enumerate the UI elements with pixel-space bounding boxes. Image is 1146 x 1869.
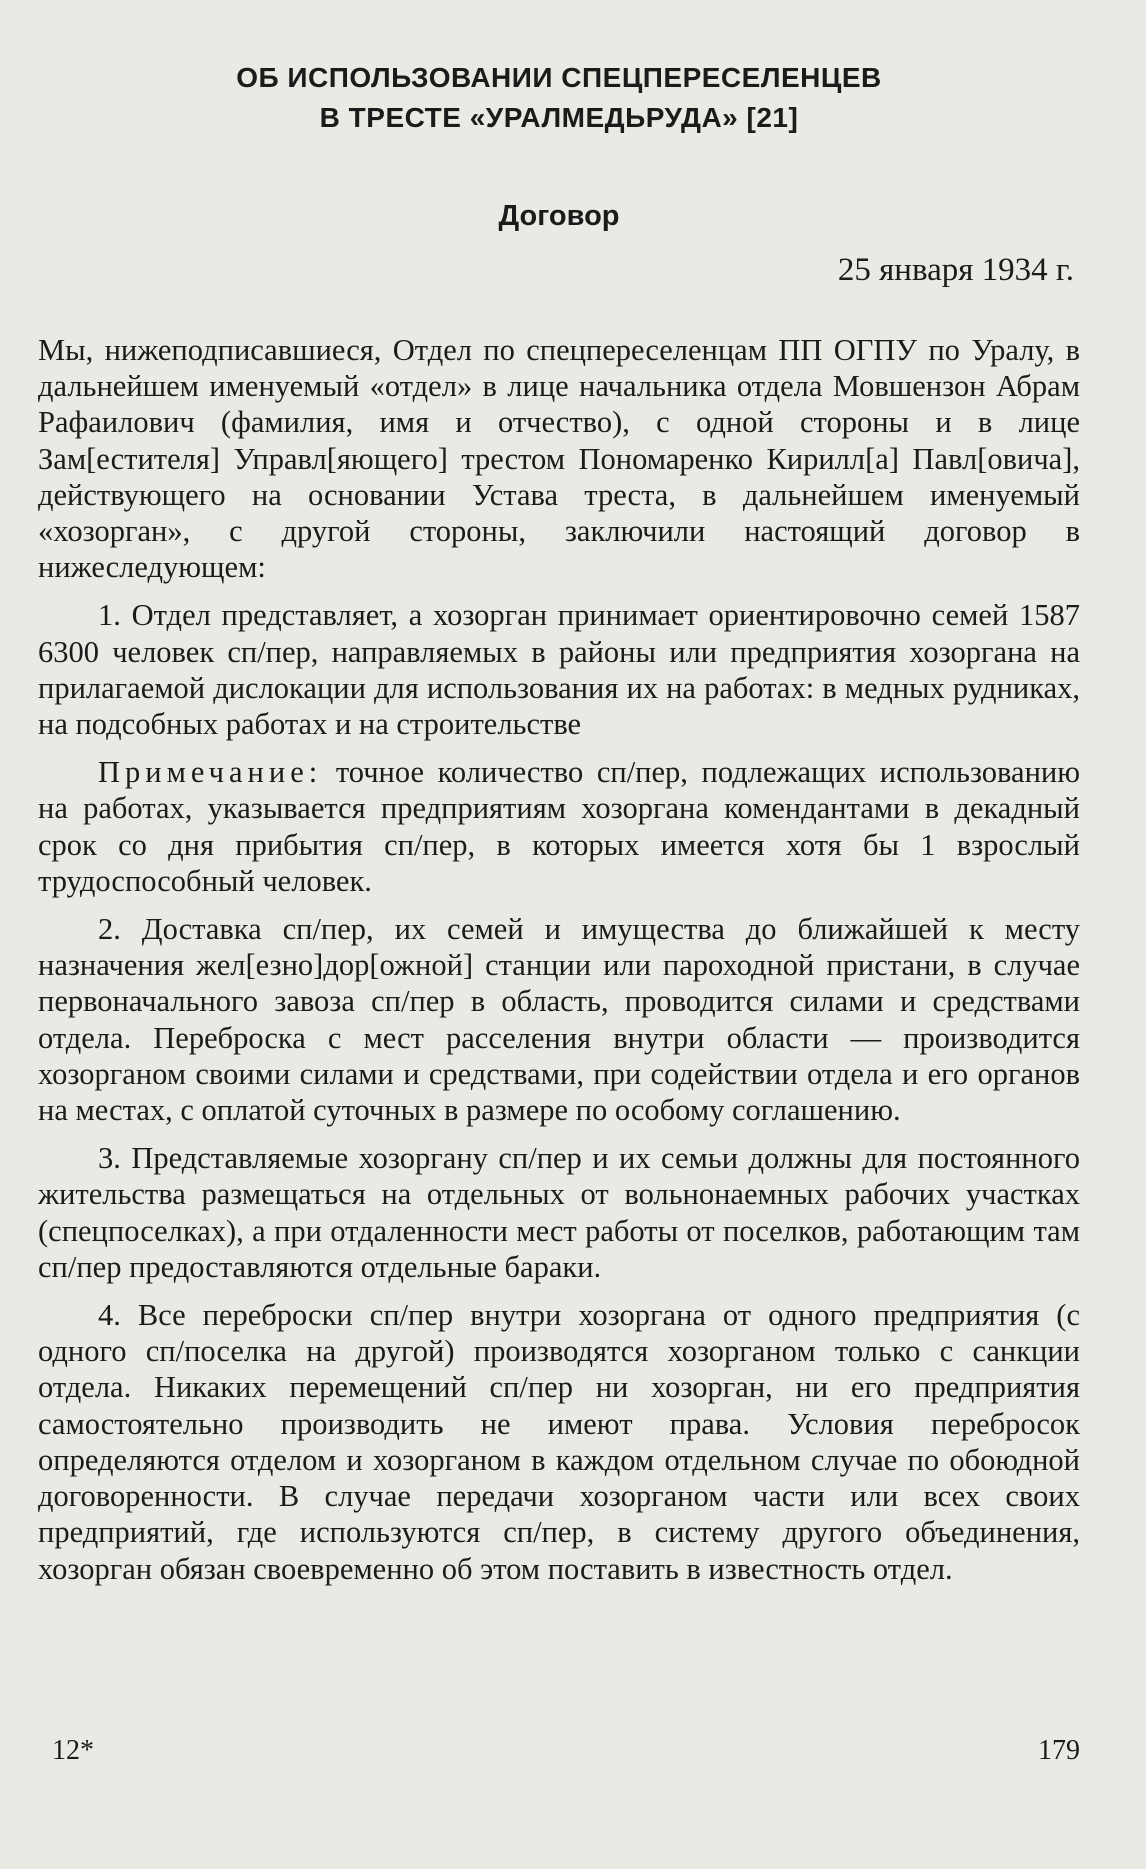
- note-text: точное количество сп/пер, подлежащих использованию на работах, указывается предприятиям хозоргана комендантами в декадный срок со дня прибытия сп/пер, в которых имеется хотя бы 1 взрослый трудоспособный человек.: [38, 755, 1080, 898]
- clause-2-paragraph: 2. Доставка сп/пер, их семей и имущества до ближайшей к месту назначения жел[езно]дор[ожной] станции или пароходной пристани, в случае первоначального завоза сп/пер в область, проводится силами и средствами отдела. Переброска с мест расселения внутри области — производится хозорганом своими силами и средствами, при содействии отдела и его органов на местах, с оплатой суточных в размере по особому соглашению.: [38, 912, 1080, 1128]
- heading-line-2: В ТРЕСТЕ «УРАЛМЕДЬРУДА» [21]: [319, 102, 799, 133]
- heading-line-1: ОБ ИСПОЛЬЗОВАНИИ СПЕЦПЕРЕСЕЛЕНЦЕВ: [236, 62, 882, 93]
- note-paragraph: [38, 754, 1080, 899]
- clause-1-paragraph: 1. Отдел представляет, а хозорган принимает ориентировочно семей 1587 6300 человек сп/пер, направляемых в районы или предприятия хозоргана на прилагаемой дислокации для использования их на работах: в медных рудниках, на подсобных работах и на строительстве: [38, 598, 1080, 742]
- clause-3-paragraph: 3. Представляемые хозоргану сп/пер и их семьи должны для постоянного жительства размещаться на отдельных от вольнонаемных рабочих участках (спецпоселках), а при отдаленности мест работы от поселков, работающим там сп/пер предоставляются отдельные бараки.: [38, 1141, 1080, 1284]
- document-body: [38, 332, 1080, 1587]
- document-heading: [38, 58, 1080, 138]
- page-content: [38, 58, 1080, 1599]
- preamble-paragraph: Мы, нижеподписавшиеся, Отдел по спецпереселенцам ПП ОГПУ по Уралу, в дальнейшем именуемый «отдел» в лице начальника отдела Мовшензон Абрам Рафаилович (фамилия, имя и отчество), с одной стороны и в лице Зам[естителя] Управл[яющего] трестом Пономаренко Кирилл[а] Павл[овича], действующего на основании Устава треста, в дальнейшем именуемый «хозорган», с другой стороны, заключили настоящий договор в нижеследующем:: [38, 333, 1080, 585]
- clause-4-paragraph: 4. Все переброски сп/пер внутри хозоргана от одного предприятия (с одного сп/поселка на другой) производятся хозорганом только с санкции отдела. Никаких перемещений сп/пер ни хозорган, ни его предприятия самостоятельно производить не имеют права. Условия перебросок определяются отделом и хозорганом в каждом отдельном случае по обоюдной договоренности. В случае передачи хозорганом части или всех своих предприятий, где используются сп/пер, в систему другого объединения, хозорган обязан своевременно об этом поставить в известность отдел.: [38, 1298, 1080, 1586]
- signature-mark: 12*: [52, 1735, 94, 1766]
- document-date: 25 января 1934 г.: [837, 252, 1074, 288]
- note-label: Примечание:: [98, 755, 323, 790]
- page-number: 179: [1038, 1735, 1080, 1766]
- document-type: Договор: [498, 200, 620, 232]
